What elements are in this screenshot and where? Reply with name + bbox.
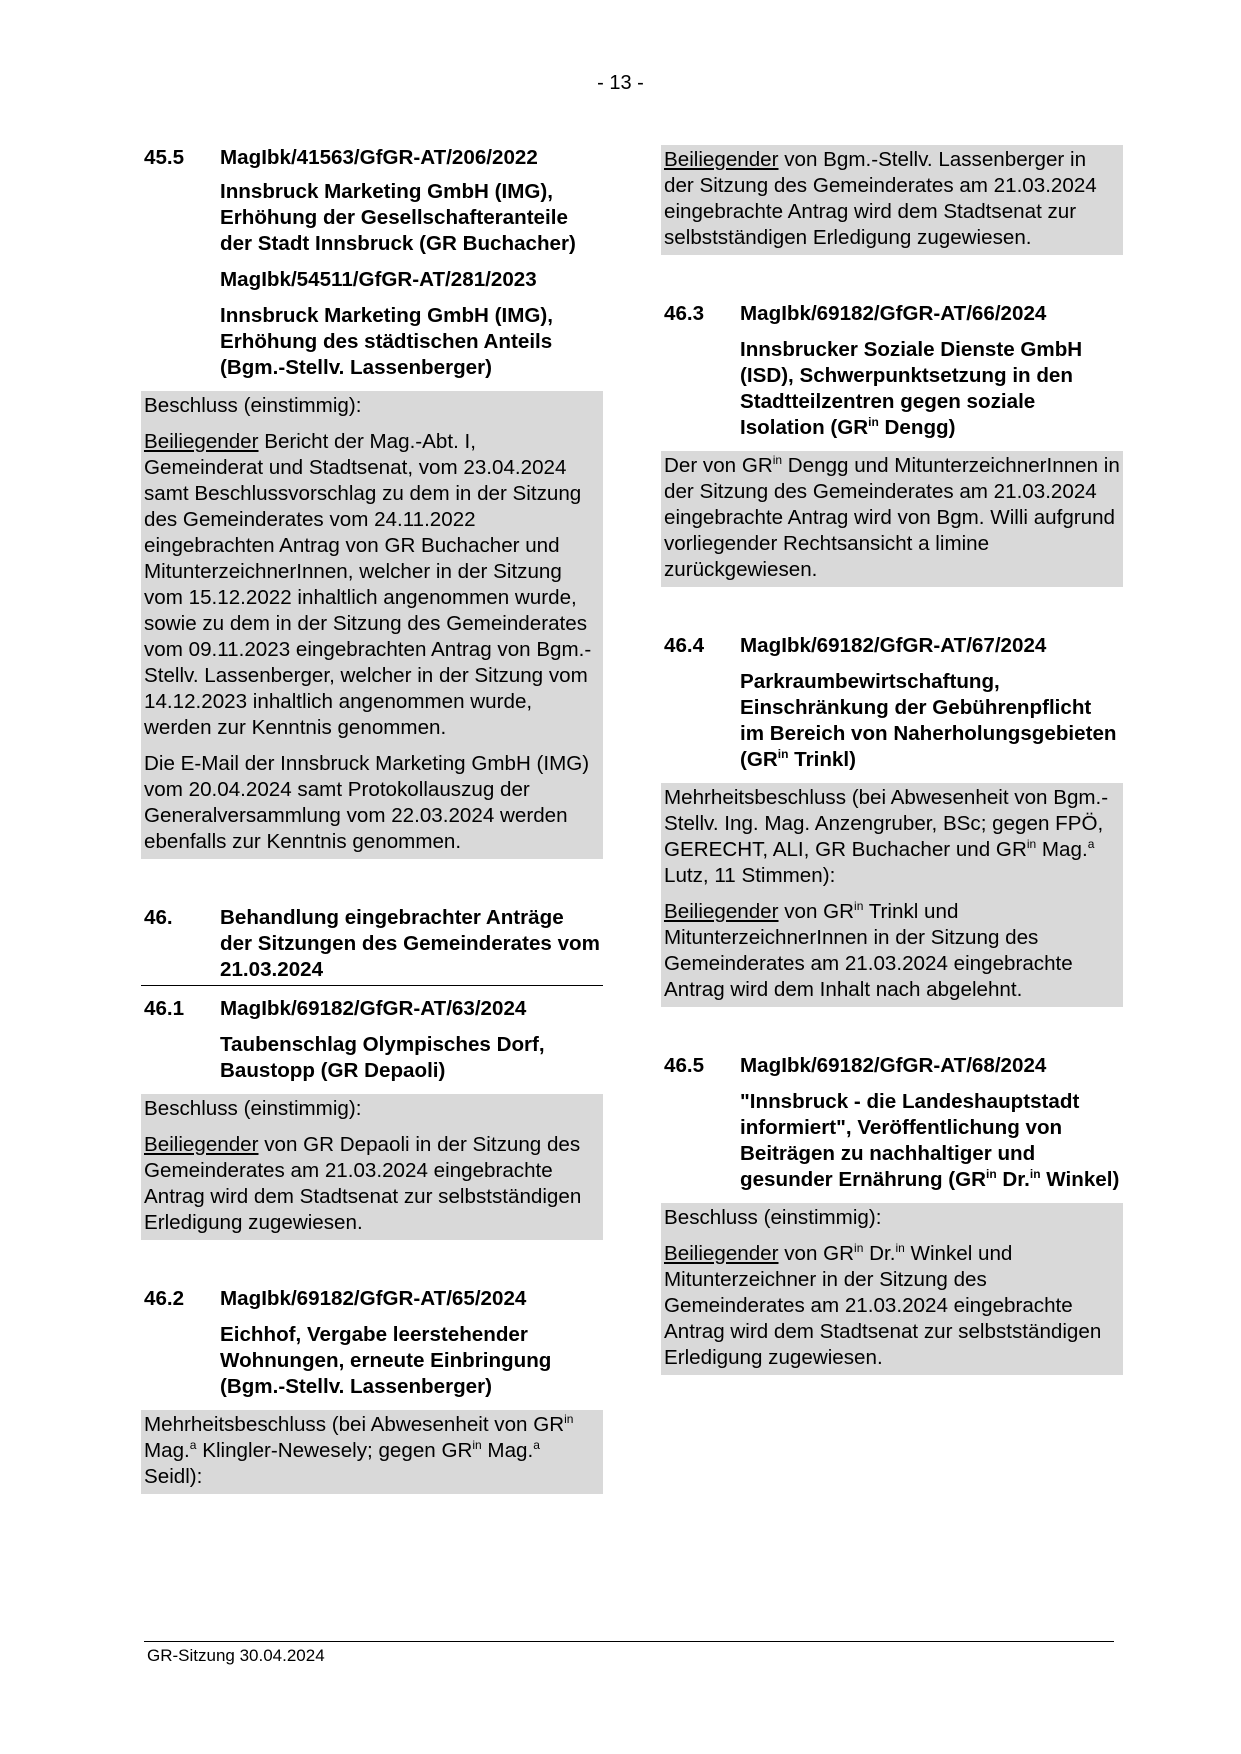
decision-text: Beiliegender von $GR^{in}$ Dr.$^{in}$ Winkel und Mitunterzeichner in der Sitzung des Gemeinderates am 21.03.2024 eingebrachte Antrag wird dem Stadtsenat zur selbstständigen Erledigung zugewiesen. bbox=[664, 1241, 1102, 1369]
decision-box bbox=[661, 145, 1123, 255]
section-number: 45.5 bbox=[144, 146, 185, 169]
reference-number: MagIbk/69182/GfGR-AT/66/2024 bbox=[740, 302, 1047, 325]
section-46-2 bbox=[144, 1286, 600, 1494]
reference-number: MagIbk/69182/GfGR-AT/67/2024 bbox=[740, 634, 1047, 657]
left-column bbox=[144, 145, 600, 1494]
reference-number: MagIbk/69182/GfGR-AT/65/2024 bbox=[220, 1287, 527, 1310]
footer-divider bbox=[144, 1641, 1114, 1642]
section-title: Innsbrucker Soziale Dienste GmbH (ISD), Schwerpunktsetzung in den Stadtteilzentren gegen soziale Isolation ($GR^{in}$ Dengg) bbox=[740, 338, 1083, 439]
section-title: Eichhof, Vergabe leerstehender Wohnungen, erneute Einbringung (Bgm.-Stellv. Lassenberger) bbox=[220, 1323, 552, 1398]
section-46-5 bbox=[664, 1053, 1120, 1375]
section-number: 46.4 bbox=[664, 634, 705, 657]
decision-label: Mehrheitsbeschluss (bei Abwesenheit von $GR^{in}$ Mag.$^a$ Klingler-Newesely; gegen $GR^{in}$ Mag.$^a$ Seidl): bbox=[144, 1412, 574, 1488]
section-number: 46.2 bbox=[144, 1287, 185, 1310]
section-title: Taubenschlag Olympisches Dorf, Baustopp (GR Depaoli) bbox=[220, 1033, 545, 1082]
page-number: - 13 - bbox=[597, 72, 644, 94]
section-title: Behandlung eingebrachter Anträge der Sitzungen des Gemeinderates vom 21.03.2024 bbox=[220, 906, 600, 981]
section-46-4 bbox=[664, 633, 1120, 1007]
reference-number: MagIbk/41563/GfGR-AT/206/2022 bbox=[220, 146, 538, 169]
decision-box bbox=[141, 391, 603, 859]
right-column bbox=[664, 145, 1120, 1375]
section-title: Innsbruck Marketing GmbH (IMG), Erhöhung des städtischen Anteils (Bgm.-Stellv. Lassenberger) bbox=[220, 304, 553, 379]
decision-box bbox=[661, 1203, 1123, 1375]
reference-number: MagIbk/69182/GfGR-AT/63/2024 bbox=[220, 997, 527, 1020]
section-number: 46.5 bbox=[664, 1054, 705, 1077]
decision-box bbox=[661, 451, 1123, 587]
decision-text: Die E-Mail der Innsbruck Marketing GmbH (IMG) vom 20.04.2024 samt Protokollauszug der Generalversammlung vom 22.03.2024 werden ebenfalls zur Kenntnis genommen. bbox=[144, 752, 590, 853]
section-title: Innsbruck Marketing GmbH (IMG), Erhöhung der Gesellschafteranteile der Stadt Innsbruck (GR Buchacher) bbox=[220, 180, 576, 255]
underlined-word: Beiliegender bbox=[144, 430, 259, 453]
section-number: 46.1 bbox=[144, 997, 185, 1020]
decision-text: Beiliegender von Bgm.-Stellv. Lassenberger in der Sitzung des Gemeinderates am 21.03.2024 eingebrachte Antrag wird dem Stadtsenat zur selbstständigen Erledigung zugewiesen. bbox=[664, 148, 1097, 249]
section-number: 46.3 bbox=[664, 302, 705, 325]
underlined-word: Beiliegender bbox=[664, 1242, 779, 1265]
underlined-word: Beiliegender bbox=[664, 148, 779, 171]
decision-label: Beschluss (einstimmig): bbox=[144, 394, 362, 417]
section-45-5 bbox=[144, 145, 600, 859]
decision-text: Beiliegender von GR Depaoli in der Sitzung des Gemeinderates am 21.03.2024 eingebrachte Antrag wird dem Stadtsenat zur selbstständigen Erledigung zugewiesen. bbox=[144, 1133, 582, 1234]
underlined-word: Beiliegender bbox=[144, 1133, 259, 1156]
reference-number: MagIbk/69182/GfGR-AT/68/2024 bbox=[740, 1054, 1047, 1077]
underlined-word: Beiliegender bbox=[664, 900, 779, 923]
divider bbox=[141, 985, 603, 986]
reference-number: MagIbk/54511/GfGR-AT/281/2023 bbox=[220, 268, 537, 291]
decision-box bbox=[141, 1410, 603, 1494]
section-46 bbox=[144, 905, 600, 986]
decision-label: Beschluss (einstimmig): bbox=[144, 1097, 362, 1120]
decision-box bbox=[661, 783, 1123, 1007]
section-title: Parkraumbewirtschaftung, Einschränkung der Gebührenpflicht im Bereich von Naherholungsgebieten ($GR^{in}$ Trinkl) bbox=[740, 670, 1117, 771]
section-number: 46. bbox=[144, 906, 173, 929]
decision-text: Der von $GR^{in}$ Dengg und MitunterzeichnerInnen in der Sitzung des Gemeinderates am 21.03.2024 eingebrachte Antrag wird von Bgm. Willi aufgrund vorliegender Rechtsansicht a limine zurückgewiesen. bbox=[664, 453, 1120, 581]
section-46-1 bbox=[144, 996, 600, 1240]
section-title: "Innsbruck - die Landeshauptstadt informiert", Veröffentlichung von Beiträgen zu nachhaltiger und gesunder Ernährung ($GR^{in}$ Dr.$^{in}$ Winkel) bbox=[740, 1090, 1120, 1191]
decision-label: Mehrheitsbeschluss (bei Abwesenheit von Bgm.-Stellv. Ing. Mag. Anzengruber, BSc; gegen FPÖ, GERECHT, ALI, GR Buchacher und $GR^{in}$ Mag.$^a$ Lutz, 11 Stimmen): bbox=[664, 786, 1109, 887]
footer-text: GR-Sitzung 30.04.2024 bbox=[147, 1646, 325, 1665]
decision-label: Beschluss (einstimmig): bbox=[664, 1206, 882, 1229]
decision-text: Beiliegender Bericht der Mag.-Abt. I, Gemeinderat und Stadtsenat, vom 23.04.2024 samt Beschlussvorschlag zu dem in der Sitzung des Gemeinderates vom 24.11.2022 eingebrachten Antrag von GR Buchacher und MitunterzeichnerInnen, welcher in der Sitzung vom 15.12.2022 inhaltlich angenommen wurde, sowie zu dem in der Sitzung des Gemeinderates vom 09.11.2023 eingebrachten Antrag von Bgm.-Stellv. Lassenberger, welcher in der Sitzung vom 14.12.2023 inhaltlich angenommen wurde, werden zur Kenntnis genommen. bbox=[144, 430, 592, 739]
continued-decision bbox=[664, 145, 1120, 255]
decision-text: Beiliegender von $GR^{in}$ Trinkl und MitunterzeichnerInnen in der Sitzung des Gemeinderates am 21.03.2024 eingebrachte Antrag wird dem Inhalt nach abgelehnt. bbox=[664, 899, 1073, 1001]
decision-box bbox=[141, 1094, 603, 1240]
section-46-3 bbox=[664, 301, 1120, 587]
